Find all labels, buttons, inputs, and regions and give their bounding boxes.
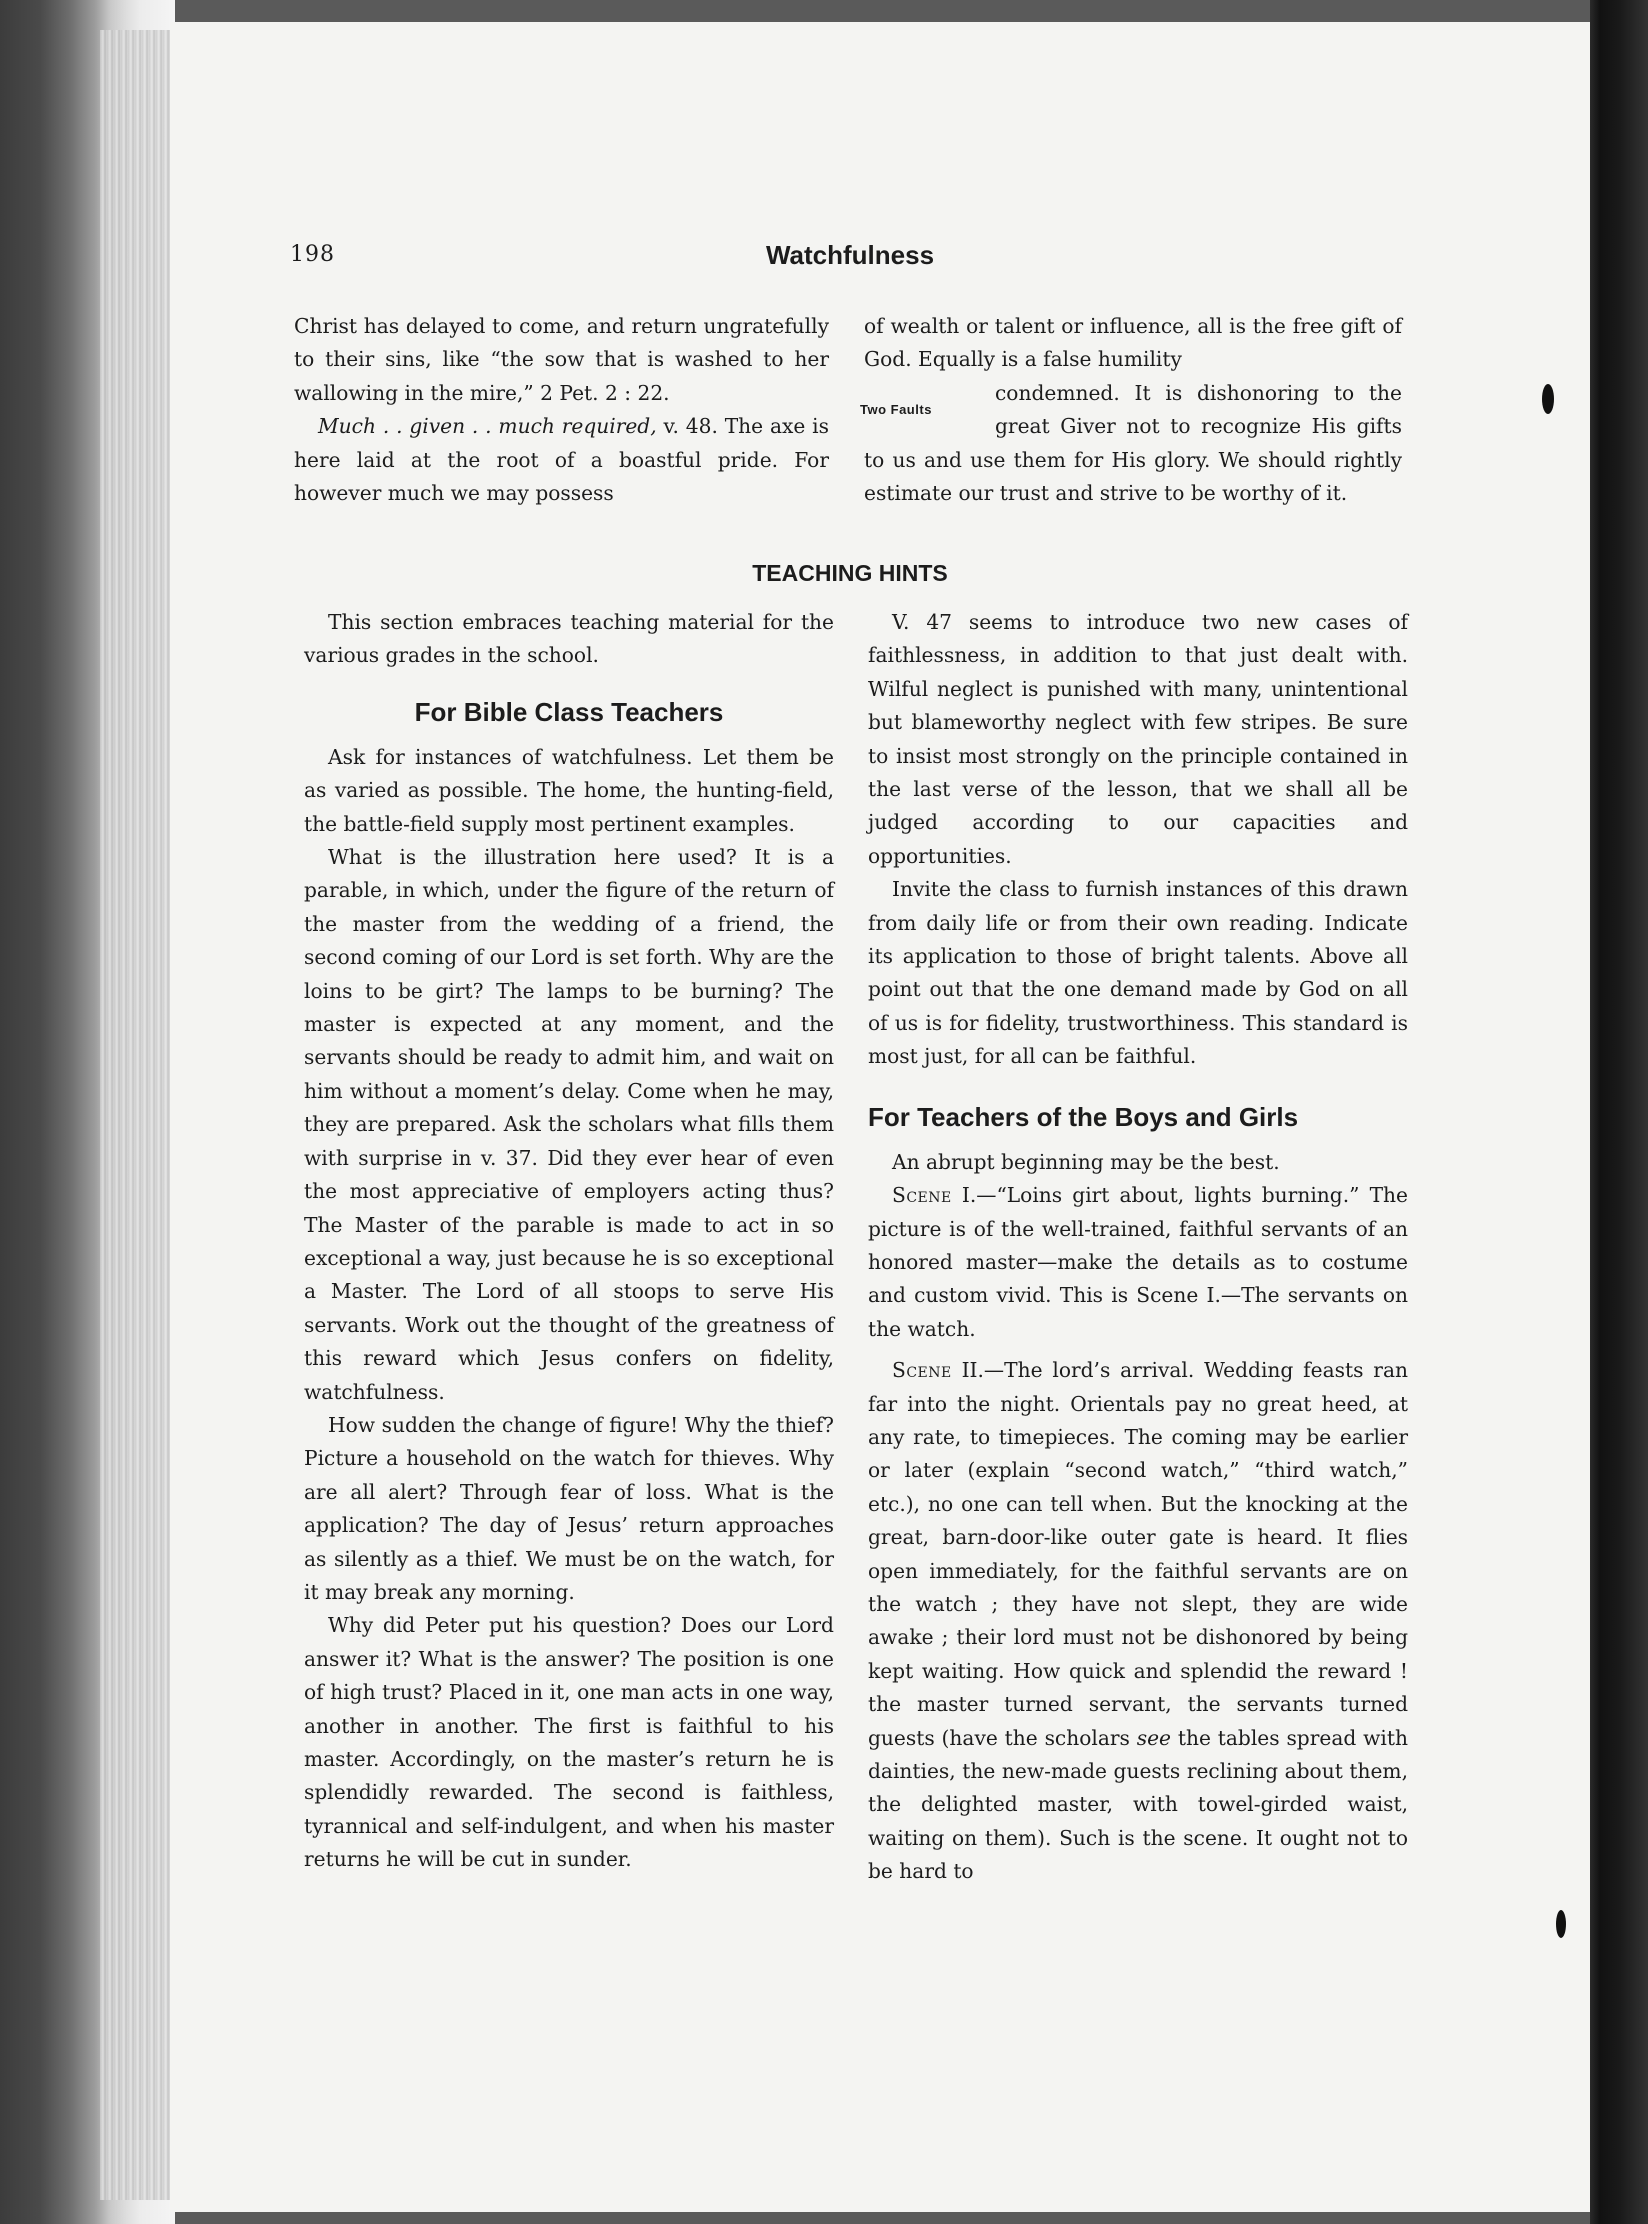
scan-mark: [1542, 384, 1554, 414]
paragraph-text: the tables spread with dainties, the new-made guests reclining about them, the delighted master, with towel-girded waist, waiting on them). Such is the scene. It ought not to be hard to: [868, 1725, 1408, 1884]
italic-word: see: [1136, 1725, 1172, 1750]
page-stack-edges: [100, 30, 175, 2200]
scene-label: Scene: [892, 1183, 952, 1208]
paragraph-text: II.—The lord’s arrival. Wedding feasts ran far into the night. Orientals pay no great heed, at any rate, to timepieces. The coming may be earlier or later (explain “second watch,” “third watch,” etc.), no one can tell when. But the knocking at the great, barn-door-like outer gate is heard. It flies open immediately, for the faithful servants are on the watch ; they have not slept, they are wide awake ; their lord must not be dishonored by being kept waiting. How quick and splendid the reward ! the master turned servant, the servants turned guests (have the scholars: [868, 1358, 1408, 1750]
paragraph-text: v. 48. The axe is here laid at the root of a boastful pride. For however much we may possess: [294, 414, 829, 506]
page-header-title: Watchfulness: [765, 240, 935, 270]
paragraph: Why did Peter put his question? Does our Lord answer it? What is the answer? The position is one of high trust? Placed in it, one man acts in one way, another in another. The first is faithful to his master. Accordingly, on the master’s return he is splendidly rewarded. The second is faithless, tyrannical and self-indulgent, and when his master returns he will be cut in sunder.: [304, 1613, 834, 1872]
italic-phrase: Much . . given . . much required,: [318, 414, 657, 439]
paragraph: [860, 310, 1402, 510]
paragraph: Invite the class to furnish instances of this drawn from daily life or from their own reading. Indicate its application to those of bright talents. Above all point out that the one demand made by God on all of us is for fidelity, trustworthiness. This standard is most just, for all can be faithful.: [868, 877, 1408, 1069]
paragraph: How sudden the change of figure! Why the thief? Picture a household on the watch for thieves. Why are all alert? Through fear of loss. What is the application? The day of Jesus’ return approaches as silently as a thief. We must be on the watch, for it may break any morning.: [304, 1412, 834, 1604]
scan-mark: [1556, 1910, 1566, 1938]
section-heading: For Teachers of the Boys and Girls: [868, 1101, 1299, 1132]
right-page-edge: [1590, 0, 1648, 2224]
margin-sidenote: Two Faults: [860, 401, 932, 417]
left-column: [304, 606, 834, 1877]
right-column: [868, 606, 1408, 1889]
paragraph: An abrupt beginning may be the best.: [892, 1149, 1280, 1174]
section-title: TEACHING HINTS: [752, 560, 948, 586]
paragraph: What is the illustration here used? It is a parable, in which, under the figure of the return of the master from the wedding of a friend, the second coming of our Lord is set forth. Why are the loins to be girt? The lamps to be burning? The master is expected at any moment, and the servants should be ready to admit him, and wait on him without a moment’s delay. Come when he may, they are prepared. Ask the scholars what fills them with surprise in v. 37. Did they ever hear of even the most appreciative of employers acting thus? The Master of the parable is made to act in so exceptional a way, just because he is so exceptional a Master. The Lord of all stoops to serve His servants. Work out the thought of the greatness of this reward which Jesus confers on fidelity, watchfulness.: [304, 845, 834, 1404]
page-number: 198: [290, 242, 335, 267]
paragraph: Christ has delayed to come, and return ungratefully to their sins, like “the sow that is washed to her wallowing in the mire,” 2 Pet. 2 : 22.: [294, 314, 829, 405]
paragraph: [294, 410, 829, 510]
section-heading: For Bible Class Teachers: [414, 696, 724, 727]
top-left-block: [294, 310, 829, 510]
scene-label: Scene: [892, 1358, 952, 1383]
paragraph: [868, 1354, 1408, 1889]
paragraph: [868, 1179, 1408, 1346]
paragraph: This section embraces teaching material for the various grades in the school.: [304, 610, 834, 668]
paragraph-text: condemned. It is dishonoring to the great Giver not to recognize His gifts to us and use them for His glory. We should rightly estimate our trust and strive to be worthy of it.: [864, 380, 1402, 506]
paragraph: V. 47 seems to introduce two new cases of faithlessness, in addition to that just dealt with. Wilful neglect is punished with many, unintentional but blameworthy neglect with few stripes. Be sure to insist most strongly on the principle contained in the last verse of the lesson, that we shall all be judged according to our capacities and opportunities.: [868, 610, 1408, 868]
running-head: [290, 240, 1410, 280]
top-right-block: [860, 310, 1402, 510]
paragraph-text: of wealth or talent or influence, all is the free gift of God. Equally is a false humility: [864, 314, 1402, 372]
paragraph: Ask for instances of watchfulness. Let them be as varied as possible. The home, the hunting-field, the battle-field supply most pertinent examples.: [304, 744, 834, 836]
paragraph-text: I.—“Loins girt about, lights burning.” The picture is of the well-trained, faithful servants of an honored master—make the details as to costume and custom vivid. This is Scene I.—The servants on the watch.: [868, 1183, 1408, 1341]
